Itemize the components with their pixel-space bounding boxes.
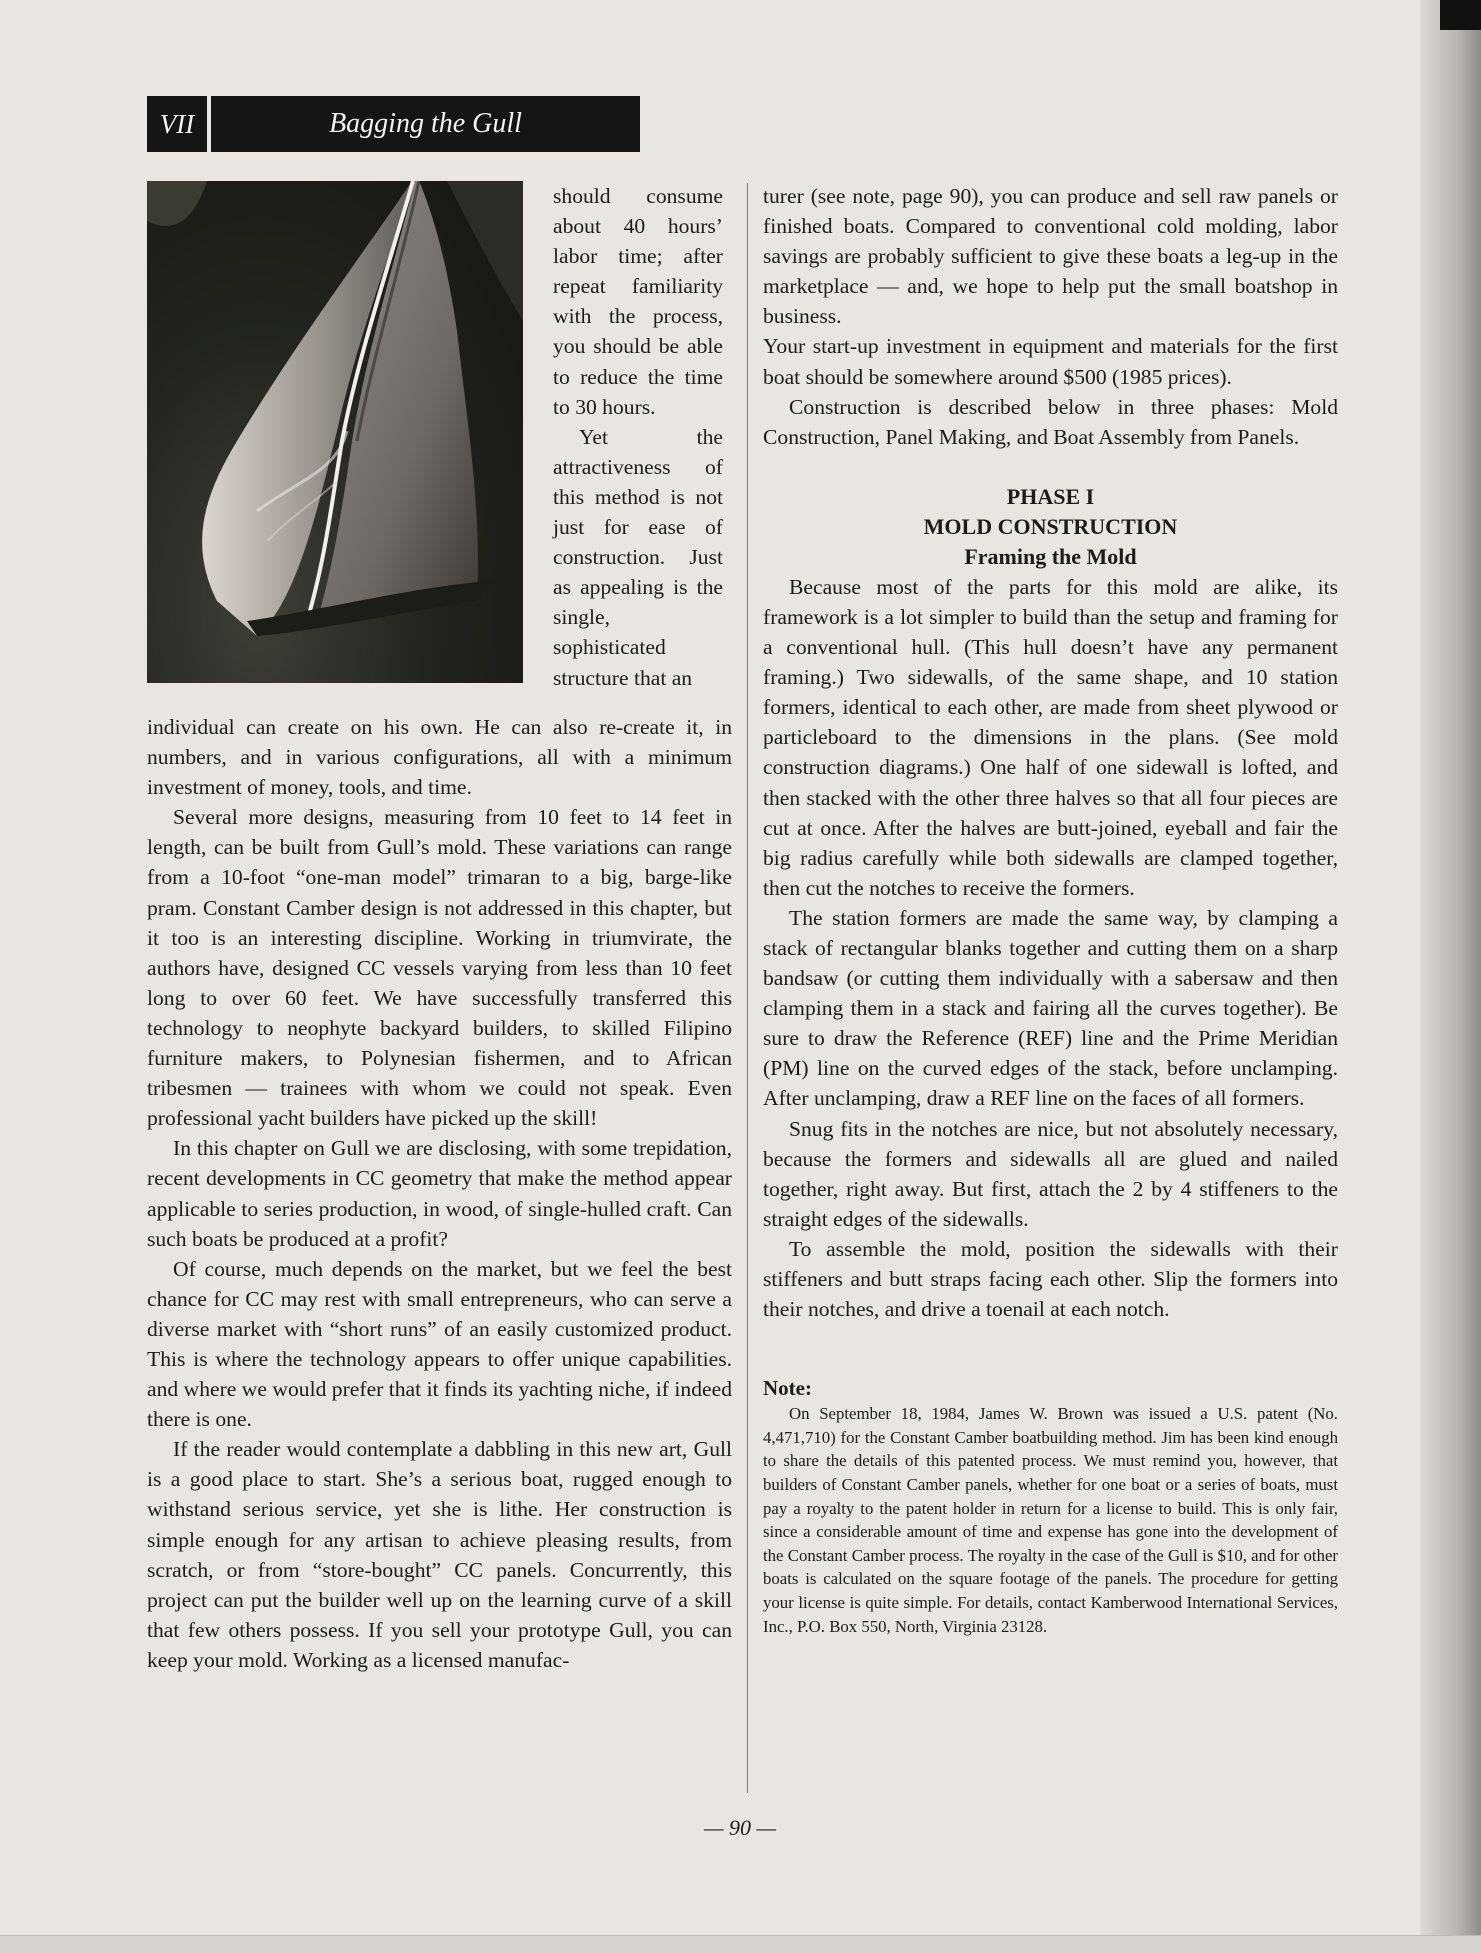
right-column	[763, 181, 1338, 1638]
paragraph: Of course, much depends on the market, but we feel the best chance for CC may rest with small entrepreneurs, who can serve a diverse market with “short runs” of an easily customized product. This is where the technology appears to offer unique capabilities. and where we would prefer that it finds its yachting niche, if indeed there is one.	[147, 1256, 732, 1432]
paragraph: If the reader would contemplate a dabbling in this new art, Gull is a good place to start. She’s a serious boat, rugged enough to withstand serious service, yet she is lithe. Her construction is simple enough for any artisan to achieve pleasing results, from scratch, or from “store-bought” CC panels. Concurrently, this project can put the builder well up on the learning curve of a skill that few others possess. If you sell your prototype Gull, you can keep your mold. Working as a licensed manufac-	[147, 1437, 732, 1672]
paragraph: Yet the attractiveness of this method is not just for ease of construction. Just as appealing is the single, sophisticated structure that an	[553, 424, 723, 690]
paragraph: To assemble the mold, position the sidewalls with their stiffeners and butt straps facing each other. Slip the formers into their notches, and drive a toenail at each notch.	[763, 1236, 1338, 1322]
paragraph: Because most of the parts for this mold are alike, its framework is a lot simpler to build than the setup and framing for a conventional hull. (This hull doesn’t have any permanent framing.) Two sidewalls, of the same shape, and 10 station formers, identical to each other, are made from sheet plywood or particleboard to the dimensions in the plans. (See mold construction diagrams.) One half of one sidewall is lofted, and then stacked with the other three halves so that all four pieces are cut at once. After the halves are butt-joined, eyeball and fair the big radius carefully while both sidewalls are clamped together, then cut the notches to receive the formers.	[763, 574, 1338, 900]
phase-title: MOLD CONSTRUCTION	[923, 513, 1178, 539]
section-title: Framing the Mold	[964, 543, 1137, 569]
paragraph: turer (see note, page 90), you can produce and sell raw panels or finished boats. Compared to conventional cold molding, labor savings are probably sufficient to give these boats a leg-up in the marketplace — and, we hope to help put the small boatshop in business.	[763, 184, 1338, 329]
scan-bottom-edge	[0, 1935, 1481, 1953]
paragraph: The station formers are made the same way, by clamping a stack of rectangular blanks together and cutting them on a sharp bandsaw (or cutting them individually with a sabersaw and then clamping them in a stack and fairing all the curves together). Be sure to draw the Reference (REF) line and the Prime Meridian (PM) line on the curved edges of the stack, before unclamping. After unclamping, draw a REF line on the faces of all formers.	[763, 905, 1338, 1111]
page-corner	[1440, 0, 1481, 30]
phase-heading	[763, 482, 1338, 572]
paragraph: should consume about 40 hours’ labor time; after repeat familiarity with the process, you should be able to reduce the time to 30 hours.	[553, 184, 723, 419]
note-body: On September 18, 1984, James W. Brown was issued a U.S. patent (No. 4,471,710) for the Constant Camber boatbuilding method. Jim has been kind enough to share the details of this patented process. We must remind you, however, that builders of Constant Camber panels, whether for one boat or a series of boats, must pay a royalty to the patent holder in return for a license to build. This is only fair, since a considerable amount of time and expense has gone into the development of the Constant Camber process. The royalty in the case of the Gull is $10, and for other boats is calculated on the square footage of the panels. The procedure for getting your license is quite simple. For details, contact Kamberwood International Services, Inc., P.O. Box 550, North, Virginia 23128.	[763, 1404, 1338, 1636]
paragraph: individual can create on his own. He can also re-create it, in numbers, and in various configurations, all with a minimum investment of money, tools, and time.	[147, 715, 732, 800]
paragraph: Snug fits in the notches are nice, but not absolutely necessary, because the formers and sidewalls all are glued and nailed together, right away. But first, attach the 2 by 4 stiffeners to the straight edges of the sidewalls.	[763, 1116, 1338, 1231]
page-edge	[1420, 0, 1481, 1952]
paragraph: Construction is described below in three phases: Mold Construction, Panel Making, and Boat Assembly from Panels.	[763, 394, 1338, 449]
paragraph: Several more designs, measuring from 10 feet to 14 feet in length, can be built from Gull’s mold. These variations can range from a 10-foot “one-man model” trimaran to a big, barge-like pram. Constant Camber design is not addressed in this chapter, but it too is an interesting discipline. Working in triumvirate, the authors have, designed CC vessels varying from less than 10 feet long to over 60 feet. We have successfully transferred this technology to neophyte backyard builders, to skilled Filipino furniture makers, to Polynesian fishermen, and to African tribesmen — trainees with whom we could not speak. Even professional yacht builders have picked up the skill!	[147, 805, 732, 1131]
page-number: — 90 —	[703, 1815, 777, 1840]
paragraph: In this chapter on Gull we are disclosing, with some trepidation, recent developments in CC geometry that make the method appear applicable to series production, in wood, of single-hulled craft. Can such boats be produced at a profit?	[147, 1136, 732, 1251]
paragraph: Your start-up investment in equipment and materials for the first boat should be somewhere around $500 (1985 prices).	[763, 334, 1338, 389]
chapter-number: VII	[147, 96, 207, 152]
phase-label: PHASE I	[1006, 483, 1095, 509]
boat-hull-image	[147, 181, 523, 683]
note-title: Note:	[763, 1376, 812, 1401]
column-divider	[747, 183, 748, 1793]
boat-hull-photo	[147, 181, 523, 683]
left-column	[147, 712, 732, 1675]
wrap-text-column	[553, 181, 723, 693]
chapter-title: Bagging the Gull	[211, 96, 640, 152]
